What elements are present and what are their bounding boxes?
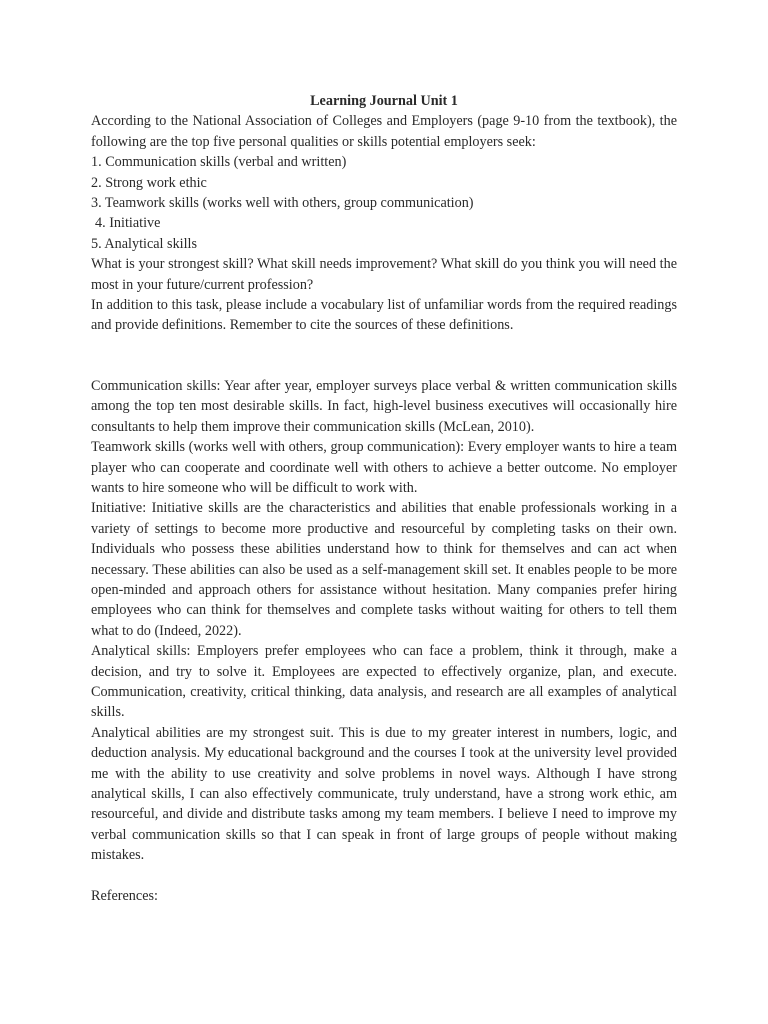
- list-item: 4. Initiative: [95, 215, 161, 232]
- document-title: Learning Journal Unit 1: [310, 93, 458, 109]
- task-paragraph: In addition to this task, please include a vocabulary list of unfamiliar words from the required readings and provide definitions. Remember to cite the sources of these definitions.: [91, 297, 677, 334]
- list-item: 2. Strong work ethic: [91, 174, 207, 191]
- list-item: 1. Communication skills (verbal and written): [91, 154, 347, 171]
- communication-paragraph: Communication skills: Year after year, employer surveys place verbal & written communication skills among the top ten most desirable skills. In fact, high-level business executives will occasionally hire consultants to help them improve their communication skills (McLean, 2010).: [91, 377, 677, 435]
- questions-paragraph: What is your strongest skill? What skill needs improvement? What skill do you think you will need the most in your future/current profession?: [91, 256, 677, 293]
- list-item: 3. Teamwork skills (works well with others, group communication): [91, 195, 474, 212]
- analytical-paragraph: Analytical skills: Employers prefer employees who can face a problem, think it through, make a decision, and try to solve it. Employees are expected to effectively organize, plan, and execute. Communication, creativity, critical thinking, data analysis, and research are all examples of analytical skills.: [91, 643, 677, 721]
- spacer: [91, 336, 677, 376]
- references-heading: References:: [91, 887, 158, 904]
- intro-paragraph: According to the National Association of Colleges and Employers (page 9-10 from the textbook), the following are the top five personal qualities or skills potential employers seek:: [91, 113, 677, 150]
- list-item: 5. Analytical skills: [91, 235, 198, 252]
- strongest-skill-paragraph: Analytical abilities are my strongest suit. This is due to my greater interest in numbers, logic, and deduction analysis. My educational background and the courses I took at the university level provided me with the ability to use creativity and solve problems in novel ways. Although I have strong analytical skills, I can also effectively communicate, truly understand, have a strong work ethic, am resourceful, and divide and distribute tasks among my team members. I believe I need to improve my verbal communication skills so that I can speak in front of large groups of people without making mistakes.: [91, 724, 677, 864]
- teamwork-paragraph: Teamwork skills (works well with others, group communication): Every employer wants to hire a team player who can cooperate and coordinate well with others to achieve a better outcome. No employer wants to hire someone who will be difficult to work with.: [91, 439, 677, 496]
- spacer: [91, 866, 677, 886]
- document-body: [91, 91, 677, 906]
- initiative-paragraph: Initiative: Initiative skills are the characteristics and abilities that enable professionals working in a variety of settings to become more productive and resourceful by completing tasks on their own. Individuals who possess these abilities understand how to think for themselves and can act when necessary. These abilities can also be used as a self-management skill set. It enables people to be more open-minded and approach others for assistance without hesitation. Many companies prefer hiring employees who can think for themselves and complete tasks without waiting for others to tell them what to do (Indeed, 2022).: [91, 500, 677, 639]
